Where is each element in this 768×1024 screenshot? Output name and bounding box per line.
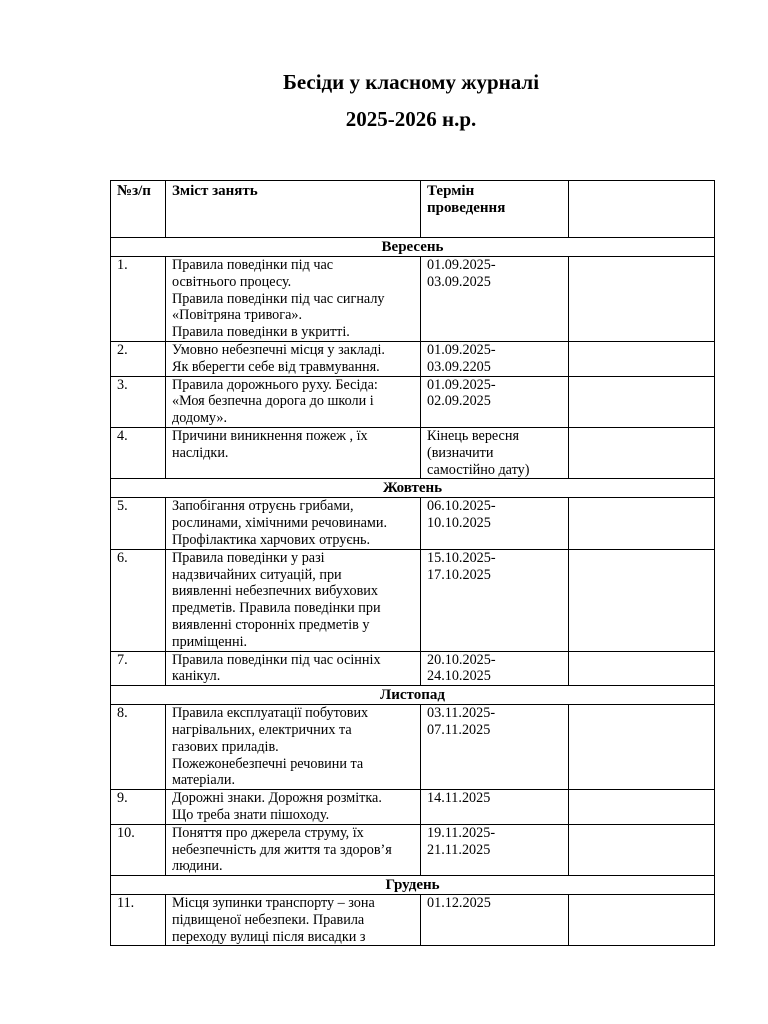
table-row <box>111 427 715 478</box>
content-line: Правила поведінки під час <box>172 257 334 273</box>
row-extra <box>569 341 715 376</box>
content-line: підвищеної небезпеки. Правила <box>172 911 365 928</box>
row-number: 5. <box>111 498 166 549</box>
content-line: Умовно небезпечні місця у закладі. <box>172 341 385 358</box>
content-line: рослинами, хімічними речовинами. <box>172 515 388 532</box>
date-line: Кінець вересня <box>427 427 519 444</box>
month-row-december <box>111 876 715 895</box>
content-line: матеріали. <box>172 772 235 789</box>
content-line: газових приладів. <box>172 738 279 755</box>
content-line: надзвичайних ситуацій, при <box>172 566 342 583</box>
row-date <box>421 651 569 686</box>
table-row <box>111 341 715 376</box>
row-date <box>421 895 569 946</box>
row-number: 3. <box>111 376 166 427</box>
row-extra <box>569 705 715 790</box>
table-row <box>111 257 715 342</box>
content-line: Правила поведінки у разі <box>172 549 325 566</box>
month-row-october <box>111 479 715 498</box>
table-row <box>111 705 715 790</box>
lessons-table <box>110 180 715 946</box>
row-extra <box>569 427 715 478</box>
row-number: 9. <box>111 790 166 825</box>
content-line: освітнього процесу. <box>172 273 292 290</box>
content-line: предметів. Правила поведінки при <box>172 600 381 617</box>
row-date <box>421 549 569 651</box>
row-content <box>166 427 421 478</box>
content-line: людини. <box>172 858 223 875</box>
date-line: 06.10.2025- <box>427 498 496 515</box>
row-content <box>166 895 421 946</box>
month-row-november <box>111 686 715 705</box>
content-line: Поняття про джерела струму, їх <box>172 824 364 841</box>
date-line: 01.09.2025- <box>427 341 496 358</box>
row-number: 2. <box>111 341 166 376</box>
date-line: 03.09.2025 <box>427 273 491 290</box>
row-date <box>421 376 569 427</box>
row-content <box>166 341 421 376</box>
row-date <box>421 341 569 376</box>
content-line: Пожежонебезпечні речовини та <box>172 755 364 772</box>
header-content: Зміст занять <box>166 181 421 238</box>
content-line: «Повітряна тривога». <box>172 307 303 324</box>
header-date <box>421 181 569 238</box>
month-label: Грудень <box>111 876 715 895</box>
table-row <box>111 895 715 946</box>
row-number: 1. <box>111 257 166 342</box>
row-number: 10. <box>111 824 166 875</box>
row-content <box>166 705 421 790</box>
month-label: Листопад <box>111 686 715 705</box>
month-label: Вересень <box>111 238 715 257</box>
row-content <box>166 498 421 549</box>
content-line: Дорожні знаки. Дорожня розмітка. <box>172 790 382 807</box>
date-line: 21.11.2025 <box>427 841 491 858</box>
row-extra <box>569 790 715 825</box>
date-line: 15.10.2025- <box>427 549 496 566</box>
row-extra <box>569 651 715 686</box>
date-line: (визначити <box>427 444 494 461</box>
row-date <box>421 790 569 825</box>
content-line: «Моя безпечна дорога до школи і <box>172 393 374 410</box>
content-line: Профілактика харчових отруєнь. <box>172 531 371 548</box>
row-content <box>166 790 421 825</box>
header-num: №з/п <box>111 181 166 238</box>
content-line: небезпечність для життя та здоров’я <box>172 841 392 858</box>
content-line: наслідки. <box>172 444 229 461</box>
date-line: 01.09.2025- <box>427 376 496 393</box>
table-row <box>111 549 715 651</box>
row-number: 8. <box>111 705 166 790</box>
content-line: Що треба знати пішоходу. <box>172 806 330 823</box>
row-date <box>421 427 569 478</box>
content-line: виявленні небезпечних вибухових <box>172 583 378 600</box>
row-number: 6. <box>111 549 166 651</box>
date-line: 07.11.2025 <box>427 721 491 738</box>
date-line: 03.09.2205 <box>427 358 491 375</box>
row-extra <box>569 895 715 946</box>
content-line: Місця зупинки транспорту – зона <box>172 895 375 912</box>
header-extra <box>569 181 715 238</box>
date-line: 10.10.2025 <box>427 515 491 532</box>
row-content <box>166 824 421 875</box>
row-content <box>166 376 421 427</box>
content-line: Запобігання отруєнь грибами, <box>172 498 354 515</box>
table-row <box>111 376 715 427</box>
content-line: нагрівальних, електричних та <box>172 721 352 738</box>
content-line: приміщенні. <box>172 633 248 650</box>
month-row-september <box>111 238 715 257</box>
document-title: Бесіди у класному журналі <box>282 70 540 94</box>
content-line: виявленні сторонніх предметів у <box>172 616 370 633</box>
row-content <box>166 257 421 342</box>
row-extra <box>569 257 715 342</box>
table-header-row <box>111 181 715 238</box>
table-row <box>111 651 715 686</box>
row-number: 4. <box>111 427 166 478</box>
table-row <box>111 790 715 825</box>
table-row <box>111 824 715 875</box>
content-line: канікул. <box>172 668 221 685</box>
row-extra <box>569 498 715 549</box>
row-content <box>166 651 421 686</box>
row-content <box>166 549 421 651</box>
content-line: Як вберегти себе від травмування. <box>172 358 380 375</box>
date-line: 19.11.2025- <box>427 824 496 841</box>
content-line: Правила поведінки під час сигналу <box>172 290 385 307</box>
row-extra <box>569 824 715 875</box>
content-line: Правила експлуатації побутових <box>172 705 369 722</box>
date-line: 17.10.2025 <box>427 566 491 583</box>
header-date-line: проведення <box>427 200 506 216</box>
header-date-line: Термін <box>427 183 475 199</box>
date-line: 01.12.2025 <box>427 895 491 912</box>
table-row <box>111 498 715 549</box>
date-line: 24.10.2025 <box>427 668 491 685</box>
content-line: Правила поведінки в укритті. <box>172 324 350 341</box>
row-extra <box>569 549 715 651</box>
date-line: 02.09.2025 <box>427 393 491 410</box>
row-date <box>421 705 569 790</box>
content-line: переходу вулиці після висадки з <box>172 928 366 945</box>
content-line: Правила дорожнього руху. Бесіда: <box>172 376 378 393</box>
content-line: додому». <box>172 410 228 427</box>
document-subtitle: 2025-2026 н.р. <box>345 107 477 131</box>
row-number: 7. <box>111 651 166 686</box>
content-line: Правила поведінки під час осінніх <box>172 651 381 668</box>
date-line: 03.11.2025- <box>427 705 496 722</box>
row-date <box>421 824 569 875</box>
date-line: 01.09.2025- <box>427 257 496 273</box>
month-label: Жовтень <box>111 479 715 498</box>
date-line: 20.10.2025- <box>427 651 496 668</box>
content-line: Причини виникнення пожеж , їх <box>172 427 368 444</box>
date-line: 14.11.2025 <box>427 790 491 807</box>
row-date <box>421 257 569 342</box>
date-line: самостійно дату) <box>427 461 530 478</box>
row-number: 11. <box>111 895 166 946</box>
row-extra <box>569 376 715 427</box>
row-date <box>421 498 569 549</box>
